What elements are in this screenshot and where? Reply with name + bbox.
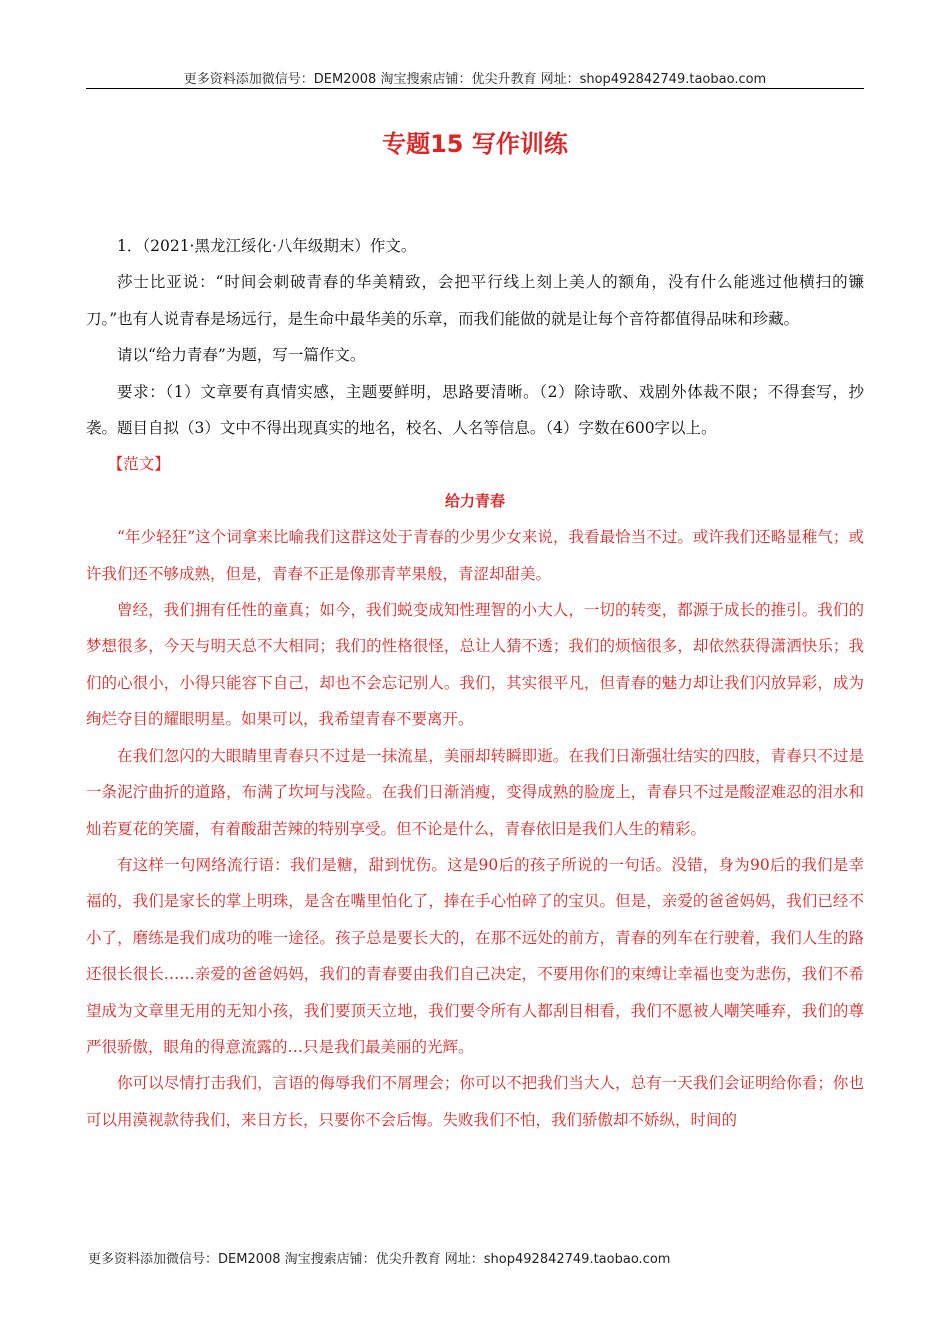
question-instruction: 请以“给力青春”为题，写一篇作文。	[117, 346, 366, 365]
essay-paragraph: 有这样一句网络流行语：我们是糖，甜到忧伤。这是90后的孩子所说的一句话。没错，身为90后的我们是幸福的，我们是家长的掌上明珠，是含在嘴里怕化了，捧在手心怕碎了的宝贝。但是，亲爱的爸爸妈妈，我们已经不小了，磨练是我们成功的唯一途径。孩子总是要长大的，在那不远处的前方，青春的列车在行驶着，我们人生的路还很长很长……亲爱的爸爸妈妈，我们的青春要由我们自己决定，不要用你们的束缚让幸福也变为悲伤，我们不希望成为文章里无用的无知小孩，我们要顶天立地，我们要令所有人都刮目相看，我们不愿被人嘲笑唾弃，我们的尊严很骄傲，眼角的得意流露的…只是我们最美丽的光辉。	[86, 855, 864, 1056]
essay-paragraph: 你可以尽情打击我们，言语的侮辱我们不屑理会；你可以不把我们当大人，总有一天我们会证明给你看；你也可以用漠视款待我们，来日方长，只要你不会后悔。失败我们不怕，我们骄傲却不娇纵，时间的	[86, 1074, 864, 1129]
page-header: 更多资料添加微信号：DEM2008 淘宝搜索店铺：优尖升教育 网址：shop492842749.taobao.com	[183, 72, 767, 87]
document-body	[86, 228, 864, 1138]
essay-paragraph: “年少轻狂”这个词拿来比喻我们这群这处于青春的少男少女来说，我看最恰当不过。或许我们还略显稚气；或许我们还不够成熟，但是，青春不正是像那青苹果般，青涩却甜美。	[86, 528, 864, 583]
header-divider	[86, 88, 864, 89]
essay-paragraph: 在我们忽闪的大眼睛里青春只不过是一抹流星，美丽却转瞬即逝。在我们日渐强壮结实的四肢，青春只不过是一条泥泞曲折的道路，布满了坎坷与浅险。在我们日渐消瘦，变得成熟的脸庞上，青春只不过是酸涩难忍的泪水和灿若夏花的笑靥，有着酸甜苦辣的特别享受。但不论是什么，青春依旧是我们人生的精彩。	[86, 746, 864, 838]
question-prompt: 莎士比亚说：“时间会刺破青春的华美精致，会把平行线上刻上美人的额角，没有什么能逃过他横扫的镰刀。”也有人说青春是场远行，是生命中最华美的乐章，而我们能做的就是让每个音符都值得品味和珍藏。	[86, 273, 864, 328]
essay-title: 给力青春	[444, 491, 505, 510]
question-intro: 1．（2021·黑龙江绥化·八年级期末）作文。	[117, 237, 417, 255]
essay-paragraph: 曾经，我们拥有任性的童真；如今，我们蜕变成知性理智的小大人，一切的转变，都源于成长的推引。我们的梦想很多，今天与明天总不大相同；我们的性格很怪，总让人猜不透；我们的烦恼很多，却依然获得潇洒快乐；我们的心很小，小得只能容下自己，却也不会忘记别人。我们，其实很平凡，但青春的魅力却让我们闪放异彩，成为绚烂夺目的耀眼明星。如果可以，我希望青春不要离开。	[86, 601, 864, 729]
question-requirements: 要求：（1）文章要有真情实感，主题要鲜明，思路要清晰。（2）除诗歌、戏剧外体裁不限；不得套写，抄袭。题目自拟（3）文中不得出现真实的地名，校名、人名等信息。（4）字数在600字以上。	[86, 382, 864, 438]
page-footer: 更多资料添加微信号：DEM2008 淘宝搜索店铺：优尖升教育 网址：shop492842749.taobao.com	[88, 1252, 671, 1267]
page-title: 专题15 写作训练	[382, 130, 568, 158]
sample-essay-label: 【范文】	[107, 455, 170, 474]
